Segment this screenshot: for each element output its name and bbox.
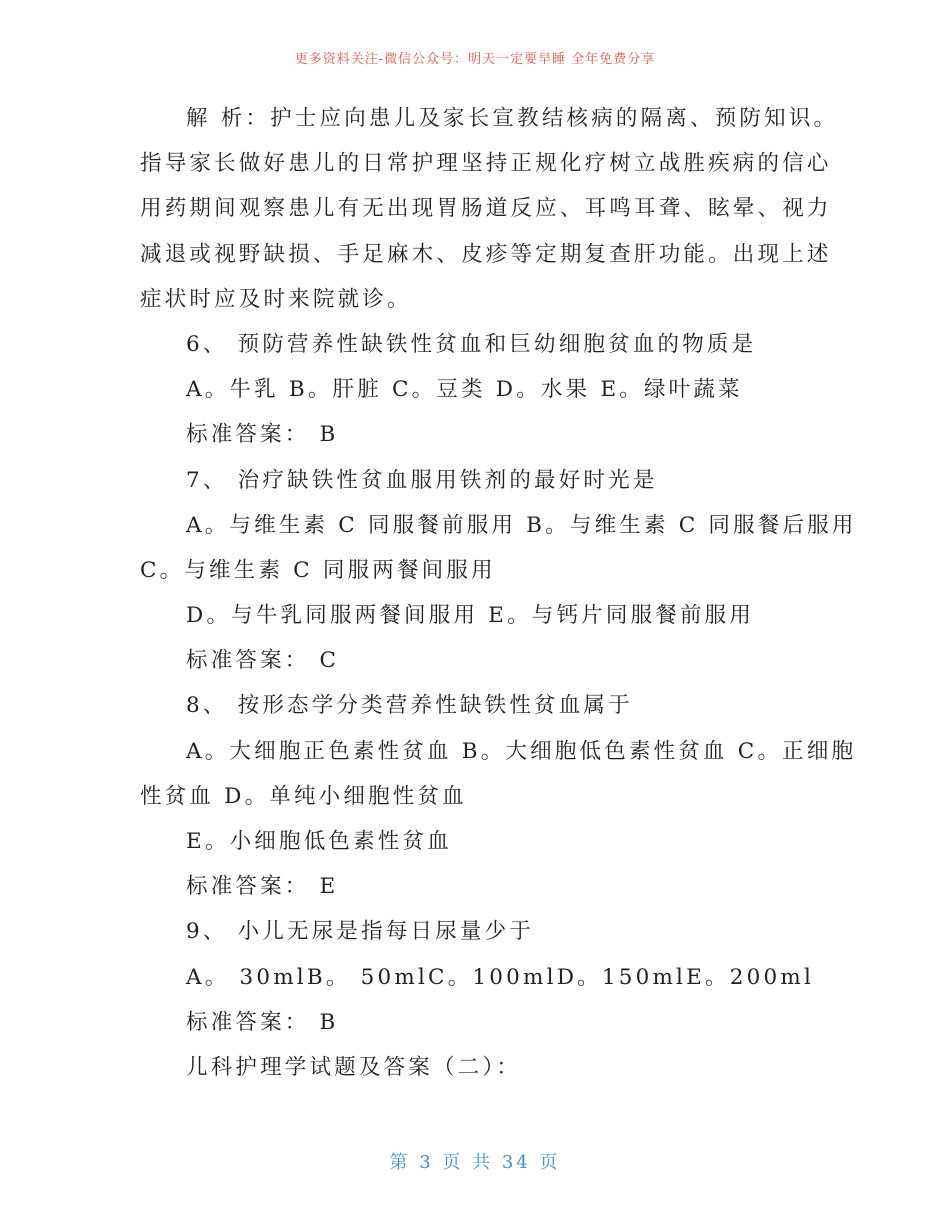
question-7-options-3: D。与牛乳同服两餐间服用 E。与钙片同服餐前服用 [186,603,755,629]
question-7-options-2: C。与维生素 C 同服两餐间服用 [140,557,496,583]
question-8-options-3: E。小细胞低色素性贫血 [186,829,452,854]
question-6-answer: 标准答案： B [186,422,339,448]
text-line-1: 解 析：护士应向患儿及家长宣教结核病的隔离、预防知识。 [186,106,839,131]
question-7-answer: 标准答案： C [186,648,340,674]
question-9: 9、 小儿无尿是指每日尿量少于 [186,919,535,945]
question-6-options: A。牛乳 B。肝脏 C。豆类 D。水果 E。绿叶蔬菜 [186,377,743,403]
text-line-2: 指导家长做好患儿的日常护理坚持正规化疗树立战胜疾病的信心 [140,151,832,177]
question-7: 7、 治疗缺铁性贫血服用铁剂的最好时光是 [186,467,658,493]
page-number: 第 3 页 共 34 页 [389,1152,561,1173]
header-banner: 更多资料关注-微信公众号：明天一定要早睡 全年免费分享 [294,52,656,67]
question-6: 6、 预防营养性缺铁性贫血和巨幼细胞贫血的物质是 [186,331,757,357]
section-heading: 儿科护理学试题及答案（二）： [186,1054,522,1080]
text-line-4: 减退或视野缺损、手足麻木、皮疹等定期复查肝功能。出现上述 [140,241,832,267]
document-body [140,96,857,1090]
question-8-answer: 标准答案： E [186,874,339,900]
question-8-options-1: A。大细胞正色素性贫血 B。大细胞低色素性贫血 C。正细胞 [186,738,857,764]
text-line-5: 症状时应及时来院就诊。 [140,286,412,312]
text-line-3: 用药期间观察患儿有无出现胃肠道反应、耳鸣耳聋、眩晕、视力 [140,196,832,222]
question-8: 8、 按形态学分类营养性缺铁性贫血属于 [186,693,633,719]
question-9-options: A。 30mlB。 50mlC。100mlD。150mlE。200ml [186,964,815,990]
question-7-options-1: A。与维生素 C 同服餐前服用 B。与维生素 C 同服餐后服用 [186,512,857,538]
question-9-answer: 标准答案： B [186,1009,339,1035]
question-8-options-2: 性贫血 D。单纯小细胞性贫血 [140,783,467,809]
